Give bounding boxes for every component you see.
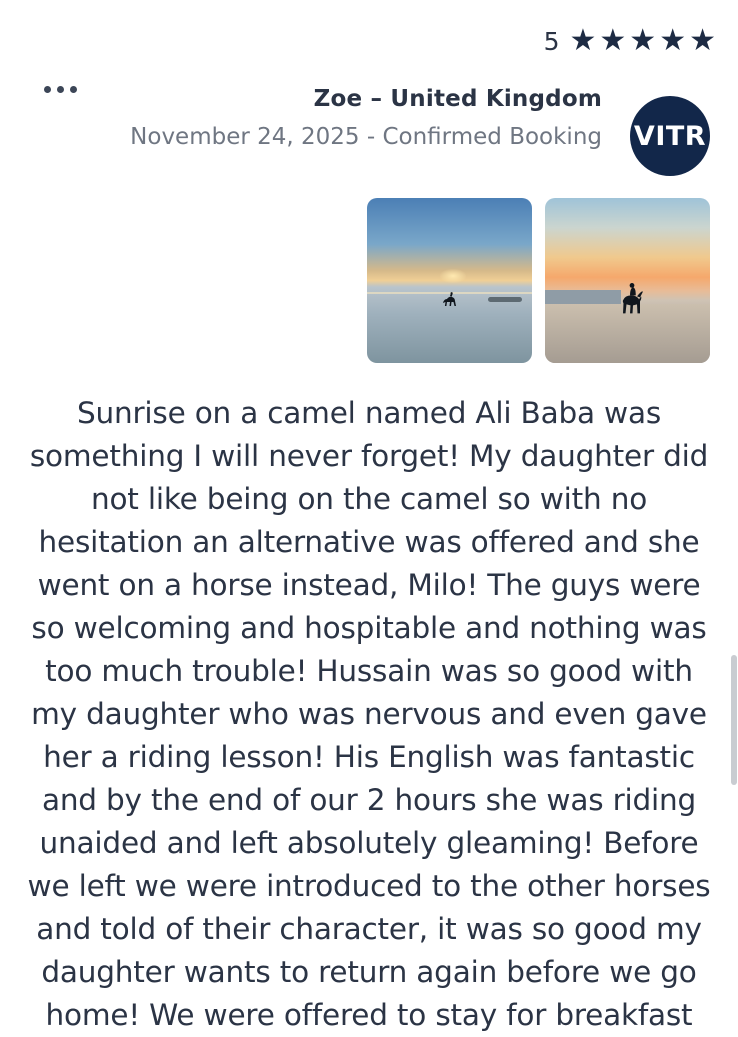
review-header — [0, 86, 738, 176]
star-rating — [569, 23, 716, 58]
shoreline-rock — [488, 297, 522, 302]
horse-rider-silhouette — [615, 276, 649, 322]
star-icon: ★ — [689, 23, 716, 58]
scrollbar-track[interactable] — [730, 0, 738, 1000]
reviewer-name: Zoe – United Kingdom — [313, 86, 602, 112]
star-icon: ★ — [569, 23, 597, 58]
brand-badge — [630, 96, 710, 176]
sun-glow — [440, 269, 466, 283]
brand-badge-label: VITR — [630, 96, 710, 176]
scrollbar-thumb[interactable] — [731, 655, 737, 785]
kebab-dot — [70, 86, 77, 93]
rating-value: 5 — [543, 26, 560, 56]
review-photos — [367, 198, 710, 363]
star-icon: ★ — [629, 23, 657, 58]
rating-row — [543, 23, 716, 58]
camel-rider-silhouette — [439, 290, 461, 310]
review-meta — [82, 86, 602, 151]
review-date-status: November 24, 2025 - Confirmed Booking — [130, 123, 602, 150]
kebab-menu-icon[interactable] — [44, 86, 77, 93]
star-icon: ★ — [599, 23, 627, 58]
review-photo-1[interactable] — [367, 198, 532, 363]
kebab-dot — [44, 86, 51, 93]
kebab-dot — [57, 86, 64, 93]
review-photo-2[interactable] — [545, 198, 710, 363]
review-body-text: Sunrise on a camel named Ali Baba was something I will never forget! My daughter did not like being on the camel so with no hesitation an alternative was offered and she went on a horse instead, Milo! The guys were so welcoming and hospitable and nothing was too much trouble! Hussain was so good with my daughter who was nervous and even gave her a riding lesson! His English was fantastic and by the end of our 2 hours she was riding unaided and left absolutely gleaming! Before we left we were introduced to the other horses and told of their character, it was so good my daughter wants to return again before we go home! We were offered to stay for breakfast — [27, 396, 711, 1032]
star-icon: ★ — [659, 23, 687, 58]
